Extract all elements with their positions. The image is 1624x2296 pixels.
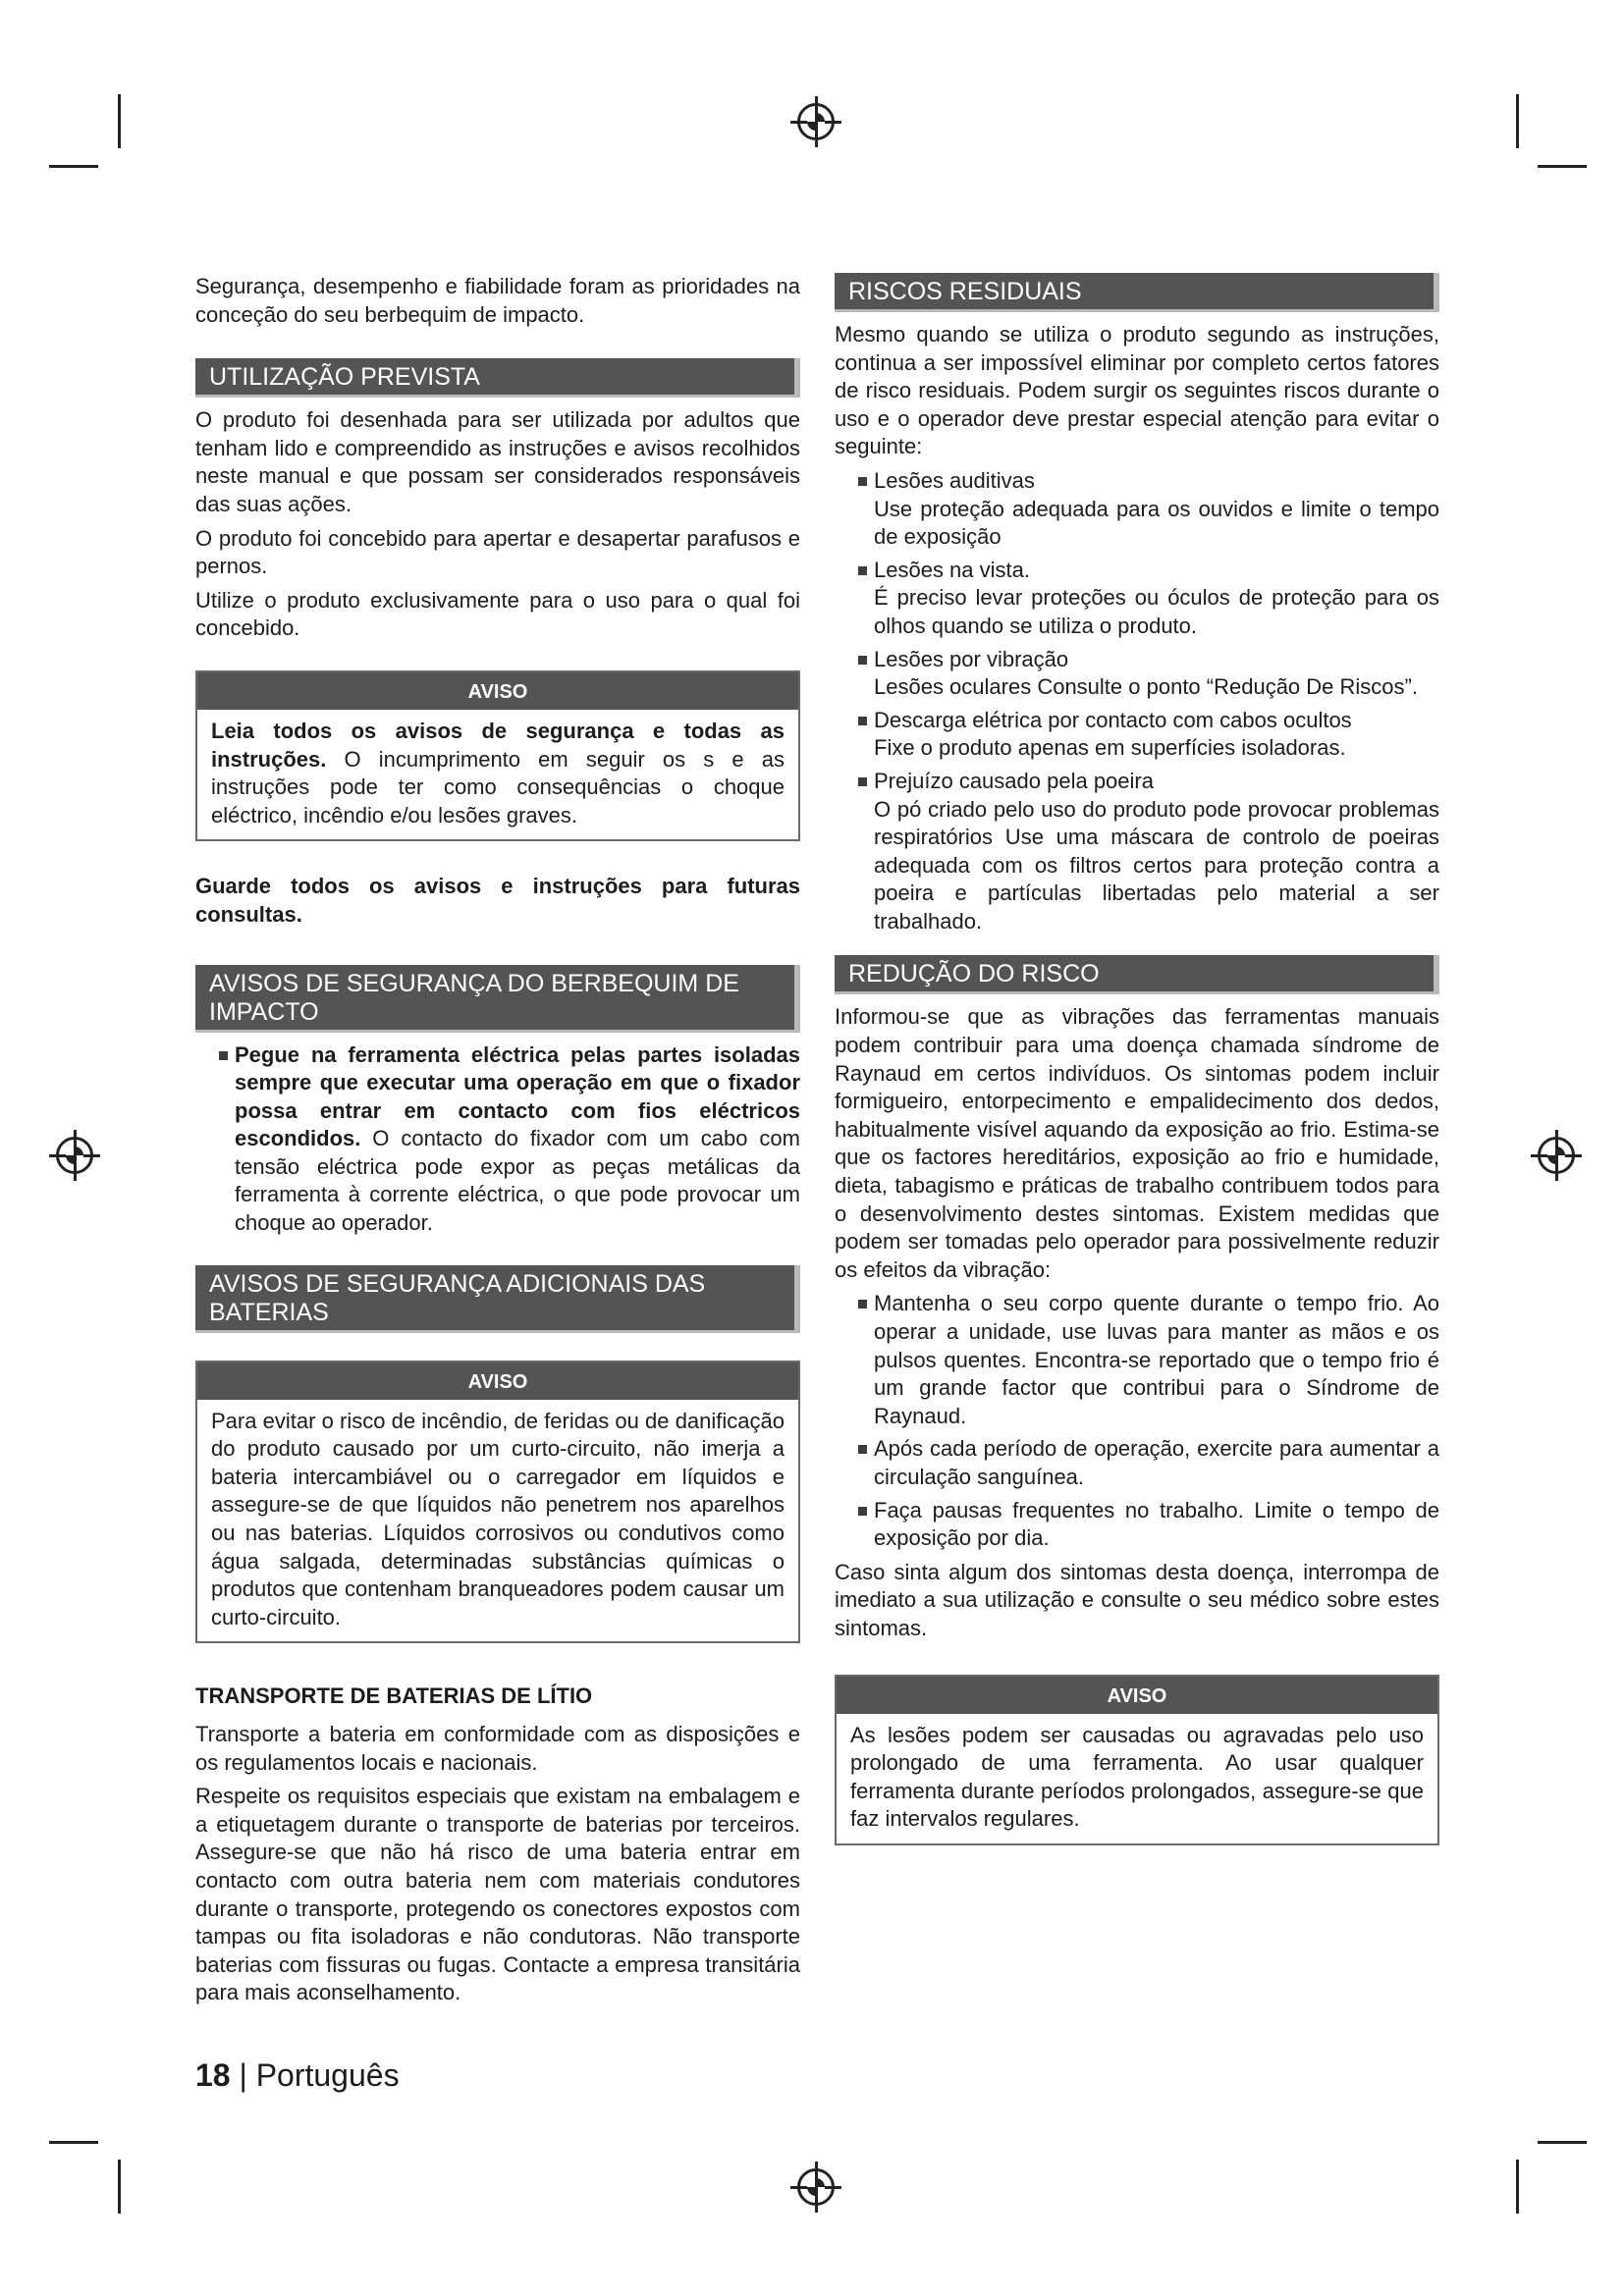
paragraph: Informou-se que as vibrações das ferramentas manuais podem contribuir para uma doença chamada síndrome de Raynaud em certos indivíduos. Os sintomas podem incluir formigueiro, entorpecimento e empalidecimento dos dedos, habitualmente visível aquando da exposição ao frio. Estima-se que os factores hereditários, exposição ao frio e humidade, dieta, tabagismo e práticas de trabalho contribuem todos para o desenvolvimento destes sintomas. Existem medidas que podem ser tomadas pelo operador para possivelmente reduzir os efeitos da vibração:	[835, 1004, 1439, 1282]
warning-text: Para evitar o risco de incêndio, de feridas ou de danificação do produto causado por um curto-circuito, não imerja a bateria intercambiável ou o carregador em líquidos e assegure-se de que líquidos não penetrem nos aparelhos ou nas baterias. Líquidos corrosivos ou condutivos como água salgada, determinadas substâncias químicas o produtos que contenham branqueadores podem causar um curto-circuito.	[211, 1408, 785, 1629]
warning-text: As lesões podem ser causadas ou agravadas pelo uso prolongado de uma ferramenta. Ao usar qualquer ferramenta durante períodos prolongados, assegure-se que faz intervalos regulares.	[850, 1722, 1424, 1832]
paragraph: Respeite os requisitos especiais que existam na embalagem e a etiquetagem durante o transporte de baterias por terceiros. Assegure-se que não há risco de uma bateria entrar em contacto com outra bateria nem com materiais condutores durante o transporte, protegendo os conectores expostos com tampas ou fita isoladoras e não condutoras. Não transporte baterias com fissuras ou fugas. Contacte a empresa transitária para mais aconselhamento.	[195, 1784, 800, 2005]
crop-mark	[118, 2160, 121, 2214]
keep-instructions-note: Guarde todos os avisos e instruções para futuras consultas.	[195, 874, 800, 927]
list-item: Lesões por vibração Lesões oculares Consulte o ponto “Redução De Riscos”.	[835, 646, 1439, 702]
page-footer	[195, 2057, 400, 2093]
warning-bold-text: Leia todos os avisos de segurança e todas as instruções.	[211, 718, 785, 772]
registration-mark-icon	[797, 2168, 835, 2206]
list-item: Faça pausas frequentes no trabalho. Limite o tempo de exposição por dia.	[835, 1497, 1439, 1553]
subheading-lithium-transport: TRANSPORTE DE BATERIAS DE LÍTIO	[195, 1683, 593, 1709]
registration-mark-icon	[1538, 1137, 1575, 1174]
safety-bullet-list	[195, 1041, 800, 1238]
right-column	[835, 273, 1439, 1865]
crop-mark	[1538, 165, 1587, 168]
warning-label: AVISO	[197, 672, 798, 710]
paragraph: O produto foi desenhada para ser utilizada por adultos que tenham lido e compreendido as instruções e avisos recolhidos neste manual e que possam ser considerados responsáveis das suas ações.	[195, 407, 800, 516]
crop-mark	[49, 165, 98, 168]
section-heading-residual-risks: RISCOS RESIDUAIS	[835, 273, 1439, 312]
crop-mark	[49, 2141, 98, 2144]
paragraph: Transporte a bateria em conformidade com as disposições e os regulamentos locais e nacionais.	[195, 1722, 800, 1775]
list-item: Descarga elétrica por contacto com cabos ocultos Fixe o produto apenas em superfícies isoladoras.	[835, 707, 1439, 763]
left-column	[195, 273, 800, 2013]
list-item: Prejuízo causado pela poeira O pó criado pelo uso do produto pode provocar problemas respiratórios Use uma máscara de controlo de poeiras adequada com os filtros certos para proteção contra a poeira e partículas libertadas pelo material a ser trabalhado.	[835, 768, 1439, 936]
list-item: Lesões na vista. É preciso levar proteções ou óculos de proteção para os olhos quando se utiliza o produto.	[835, 557, 1439, 641]
intro-paragraph: Segurança, desempenho e fiabilidade foram as prioridades na conceção do seu berbequim de impacto.	[195, 274, 800, 327]
warning-label: AVISO	[197, 1362, 798, 1400]
warning-box	[835, 1675, 1439, 1845]
bullet-rest-text: O contacto do fixador com um cabo com tensão eléctrica pode expor as peças metálicas da ferramenta à corrente eléctrica, o que pode provocar um choque ao operador.	[235, 1126, 800, 1236]
list-item: Mantenha o seu corpo quente durante o tempo frio. Ao operar a unidade, use luvas para manter as mãos e os pulsos quentes. Encontra-se reportado que o tempo frio é um grande factor que contribui para o Síndrome de Raynaud.	[835, 1290, 1439, 1430]
footer-separator: |	[230, 2057, 256, 2093]
crop-mark	[1516, 94, 1519, 148]
paragraph: O produto foi concebido para apertar e desapertar parafusos e pernos.	[195, 525, 800, 579]
section-heading-impact-driver-safety: AVISOS DE SEGURANÇA DO BERBEQUIM DE IMPACTO	[195, 965, 800, 1033]
warning-text	[211, 718, 785, 829]
registration-mark-icon	[56, 1137, 93, 1174]
bullet-bold-text: Pegue na ferramenta eléctrica pelas partes isoladas sempre que executar uma operação em que o fixador possa entrar em contacto com fios eléctricos escondidos.	[235, 1041, 800, 1151]
risk-reduction-list	[835, 1290, 1439, 1552]
paragraph: Caso sinta algum dos sintomas desta doença, interrompa de imediato a sua utilização e consulte o seu médico sobre estes sintomas.	[835, 1559, 1439, 1640]
page-number: 18	[195, 2057, 231, 2093]
crop-mark	[1538, 2141, 1587, 2144]
warning-box	[195, 670, 800, 841]
warning-rest-text: O incumprimento em seguir os s e as instruções pode ter como consequências o choque eléctrico, incêndio e/ou lesões graves.	[211, 746, 785, 828]
list-item: Após cada período de operação, exercite para aumentar a circulação sanguínea.	[835, 1435, 1439, 1491]
warning-label: AVISO	[837, 1677, 1437, 1714]
paragraph: Mesmo quando se utiliza o produto segundo as instruções, continua a ser impossível eliminar por completo certos fatores de risco residuais. Podem surgir os seguintes riscos durante o uso e o operador deve prestar especial atenção para evitar o seguinte:	[835, 322, 1439, 459]
crop-mark	[1516, 2160, 1519, 2214]
list-item	[195, 1041, 800, 1238]
list-item: Lesões auditivas Use proteção adequada para os ouvidos e limite o tempo de exposição	[835, 467, 1439, 552]
crop-mark	[118, 94, 121, 148]
registration-mark-icon	[797, 103, 835, 140]
warning-box	[195, 1361, 800, 1644]
paragraph: Utilize o produto exclusivamente para o uso para o qual foi concebido.	[195, 587, 800, 641]
section-heading-intended-use: UTILIZAÇÃO PREVISTA	[195, 358, 800, 398]
section-heading-battery-safety: AVISOS DE SEGURANÇA ADICIONAIS DAS BATERIAS	[195, 1265, 800, 1333]
footer-language: Português	[255, 2057, 400, 2093]
residual-risks-list	[835, 467, 1439, 936]
section-heading-risk-reduction: REDUÇÃO DO RISCO	[835, 955, 1439, 994]
